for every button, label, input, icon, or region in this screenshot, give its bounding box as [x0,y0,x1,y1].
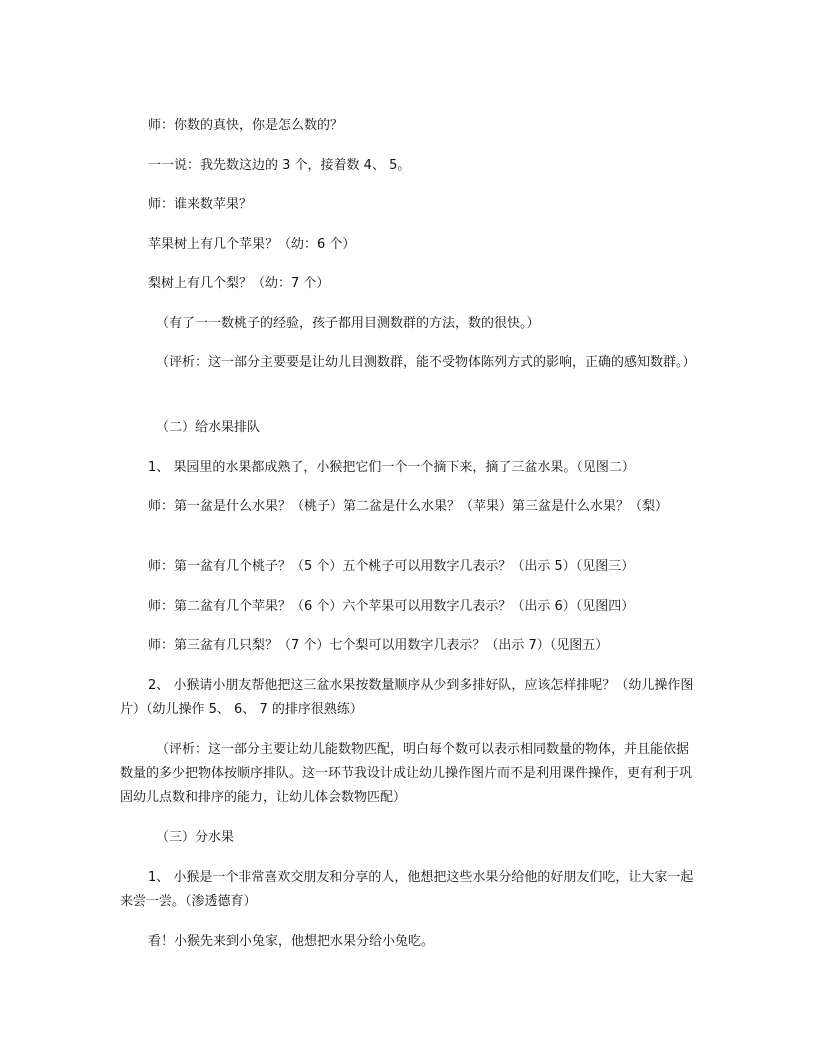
paragraph-share-fruit: 1、 小猴是一个非常喜欢交朋友和分享的人，他想把这些水果分给他的好朋友们吃，让大家一起来尝一尝。（渗透德育） [120,870,694,909]
paragraph-teacher-question: 师：你数的真快，你是怎么数的？ [148,118,344,133]
section-heading-2: （二）给水果排队 [156,420,261,435]
paragraph-peaches-count: 师：第一盆有几个桃子？（5 个）五个桃子可以用数字几表示？（出示 5）（见图三） [148,559,635,574]
paragraph-comment-2: （评析：这一部分主要让幼儿能数物匹配，明白每个数可以表示相同数量的物体，并且能依据数量的多少把物体按顺序排队。这一环节我设计成让幼儿操作图片而不是利用课件操作，更有利于巩固幼儿点数和排序的能力，让幼儿体会数物匹配） [120,742,693,805]
paragraph-apple-tree: 苹果树上有几个苹果？（幼：6 个） [148,237,356,252]
paragraph-rabbit-house: 看！小猴先来到小兔家，他想把水果分给小兔吃。 [148,934,435,949]
paragraph-pears-count: 师：第三盆有几只梨？（7 个）七个梨可以用数字几表示？（出示 7）（见图五） [148,638,609,653]
paragraph-step-1: 1、 果园里的水果都成熟了，小猴把它们一个一个摘下来，摘了三盆水果。（见图二） [148,460,635,475]
paragraph-note-peaches: （有了一一数桃子的经验，孩子都用目测数群的方法，数的很快。） [156,316,540,331]
paragraph-apples-count: 师：第二盆有几个苹果？（6 个）六个苹果可以用数字几表示？（出示 6）（见图四） [148,599,635,614]
paragraph-pear-tree: 梨树上有几个梨？（幼：7 个） [148,276,330,291]
paragraph-count-apples: 师：谁来数苹果？ [148,197,253,212]
paragraph-step-2: 2、 小猴请小朋友帮他把这三盆水果按数量顺序从少到多排好队，应该怎样排呢？（幼儿操作图片）（幼儿操作 5、 6、 7 的排序很熟练） [120,678,694,717]
paragraph-child-answer: 一一说：我先数这边的 3 个，接着数 4、 5。 [148,158,411,173]
section-heading-3: （三）分水果 [156,830,235,845]
paragraph-which-fruit: 师：第一盆是什么水果？（桃子）第二盆是什么水果？（苹果）第三盆是什么水果？（梨） [148,499,669,514]
paragraph-comment-1: （评析：这一部分主要要是让幼儿目测数群，能不受物体陈列方式的影响，正确的感知数群。） [156,355,696,370]
